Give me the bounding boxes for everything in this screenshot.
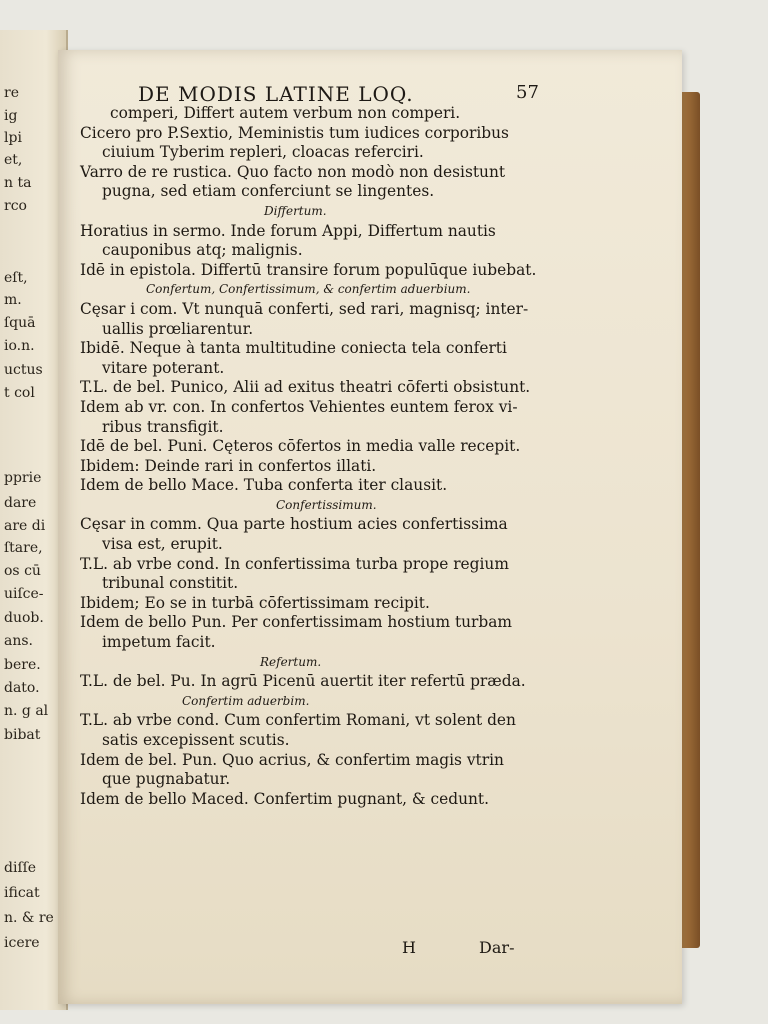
text-line: Idem de bello Pun. Per confertissimam hostium turbam — [80, 613, 513, 632]
left-margin-fragment: ſquā — [4, 315, 36, 331]
text-line: satis excepissent scutis. — [102, 731, 290, 749]
text-line: Idē de bel. Puni. Cęteros cōfertos in media valle recepit. — [80, 437, 521, 456]
text-line: vitare poterant. — [102, 358, 225, 377]
left-margin-fragment: icere — [4, 935, 40, 951]
left-margin-fragment: n. & re — [4, 910, 54, 926]
left-margin-fragment: pprie — [4, 470, 42, 486]
left-margin-fragment: dato. — [4, 680, 40, 696]
left-margin-fragment: re — [4, 85, 19, 101]
page-number: 57 — [516, 82, 539, 103]
left-margin-fragment: duob. — [4, 610, 44, 626]
signature-mark: H — [402, 938, 416, 957]
text-line: Cęsar in comm. Qua parte hostium acies confertissima — [80, 515, 508, 534]
left-margin-fragment: n ta — [4, 175, 32, 191]
text-line: Idē in epistola. Differtū transire forum populūque iubebat. — [80, 260, 537, 279]
text-line: pugna, sed etiam conferciunt se lingentes. — [102, 182, 435, 201]
running-head: DE MODIS LATINE LOQ. — [138, 82, 414, 106]
text-line: T.L. de bel. Pu. In agrū Picenū auertit iter refertū præda. — [80, 672, 526, 691]
section-heading: Confertissimum. — [276, 497, 377, 512]
left-margin-fragment: ificat — [4, 885, 40, 901]
text-line: T.L. ab vrbe cond. In confertissima turba prope regium — [80, 554, 509, 573]
text-line: ciuium Tyberim repleri, cloacas referciri. — [102, 143, 424, 162]
left-margin-fragment: bibat — [4, 727, 41, 743]
left-margin-fragment: et, — [4, 152, 23, 168]
section-heading: Refertum. — [260, 654, 322, 669]
text-line: visa est, erupit. — [102, 535, 223, 554]
left-margin-fragment: lpi — [4, 130, 22, 146]
left-margin-fragment: diſſe — [4, 860, 37, 876]
text-line: Ibidem; Eo se in turbā cōfertissimam recipit. — [80, 593, 430, 612]
text-line: Idem de bello Mace. Tuba conferta iter clausit. — [80, 476, 448, 495]
page-footer — [402, 938, 514, 957]
left-margin-fragment: ig — [4, 108, 18, 124]
left-margin-fragment: os cū — [4, 563, 41, 579]
left-page-text-fragments — [0, 30, 66, 1010]
text-line: tribunal constitit. — [102, 574, 239, 593]
text-line: comperi, Differt autem verbum non comperi. — [110, 104, 461, 122]
left-margin-fragment: rco — [4, 198, 27, 214]
text-line: ribus transfigit. — [102, 417, 224, 436]
catchword: Dar- — [479, 938, 515, 957]
left-margin-fragment: dare — [4, 495, 37, 511]
text-line: Ibidē. Neque à tanta multitudine coniecta tela conferti — [80, 339, 507, 358]
section-heading: Confertim aduerbim. — [182, 693, 310, 708]
left-margin-fragment: eſt, — [4, 270, 28, 286]
left-margin-fragment: uiſce- — [4, 586, 44, 602]
section-heading: Differtum. — [264, 203, 327, 218]
text-line: que pugnabatur. — [102, 770, 231, 789]
text-line: Varro de re rustica. Quo facto non modò non desistunt — [80, 162, 506, 181]
section-heading: Confertum, Confertissimum, & confertim aduerbium. — [146, 282, 471, 297]
left-margin-fragment: m. — [4, 292, 22, 308]
left-margin-fragment: io.n. — [4, 338, 35, 354]
text-line: T.L. de bel. Punico, Alii ad exitus theatri cōferti obsistunt. — [80, 378, 531, 397]
text-line: Cęsar i com. Vt nunquā conferti, sed rari, magnisq; inter- — [80, 299, 529, 318]
page-body — [80, 104, 640, 809]
left-margin-fragment: ſtare, — [4, 540, 43, 556]
left-margin-fragment: n. g al — [4, 703, 49, 719]
text-line: uallis prœliarentur. — [102, 319, 254, 338]
text-line: Idem ab vr. con. In confertos Vehientes euntem ferox vi- — [80, 397, 518, 416]
text-line: Horatius in sermo. Inde forum Appi, Differtum nautis — [80, 221, 496, 240]
book-page — [58, 50, 682, 1004]
left-margin-fragment: uctus — [4, 362, 43, 378]
left-margin-fragment: bere. — [4, 657, 41, 673]
left-margin-fragment: ans. — [4, 633, 33, 649]
text-line: Cicero pro P.Sextio, Meministis tum iudices corporibus — [80, 123, 509, 142]
text-line: Ibidem: Deinde rari in confertos illati. — [80, 456, 377, 475]
text-line: Idem de bello Maced. Confertim pugnant, & cedunt. — [80, 789, 490, 808]
left-margin-fragment: are di — [4, 518, 46, 534]
text-line: impetum facit. — [102, 633, 216, 652]
text-line: Idem de bel. Pun. Quo acrius, & confertim magis vtrin — [80, 750, 504, 769]
text-line: cauponibus atq; malignis. — [102, 241, 303, 260]
left-margin-fragment: t col — [4, 385, 35, 401]
text-line: T.L. ab vrbe cond. Cum confertim Romani, vt solent den — [80, 711, 516, 730]
